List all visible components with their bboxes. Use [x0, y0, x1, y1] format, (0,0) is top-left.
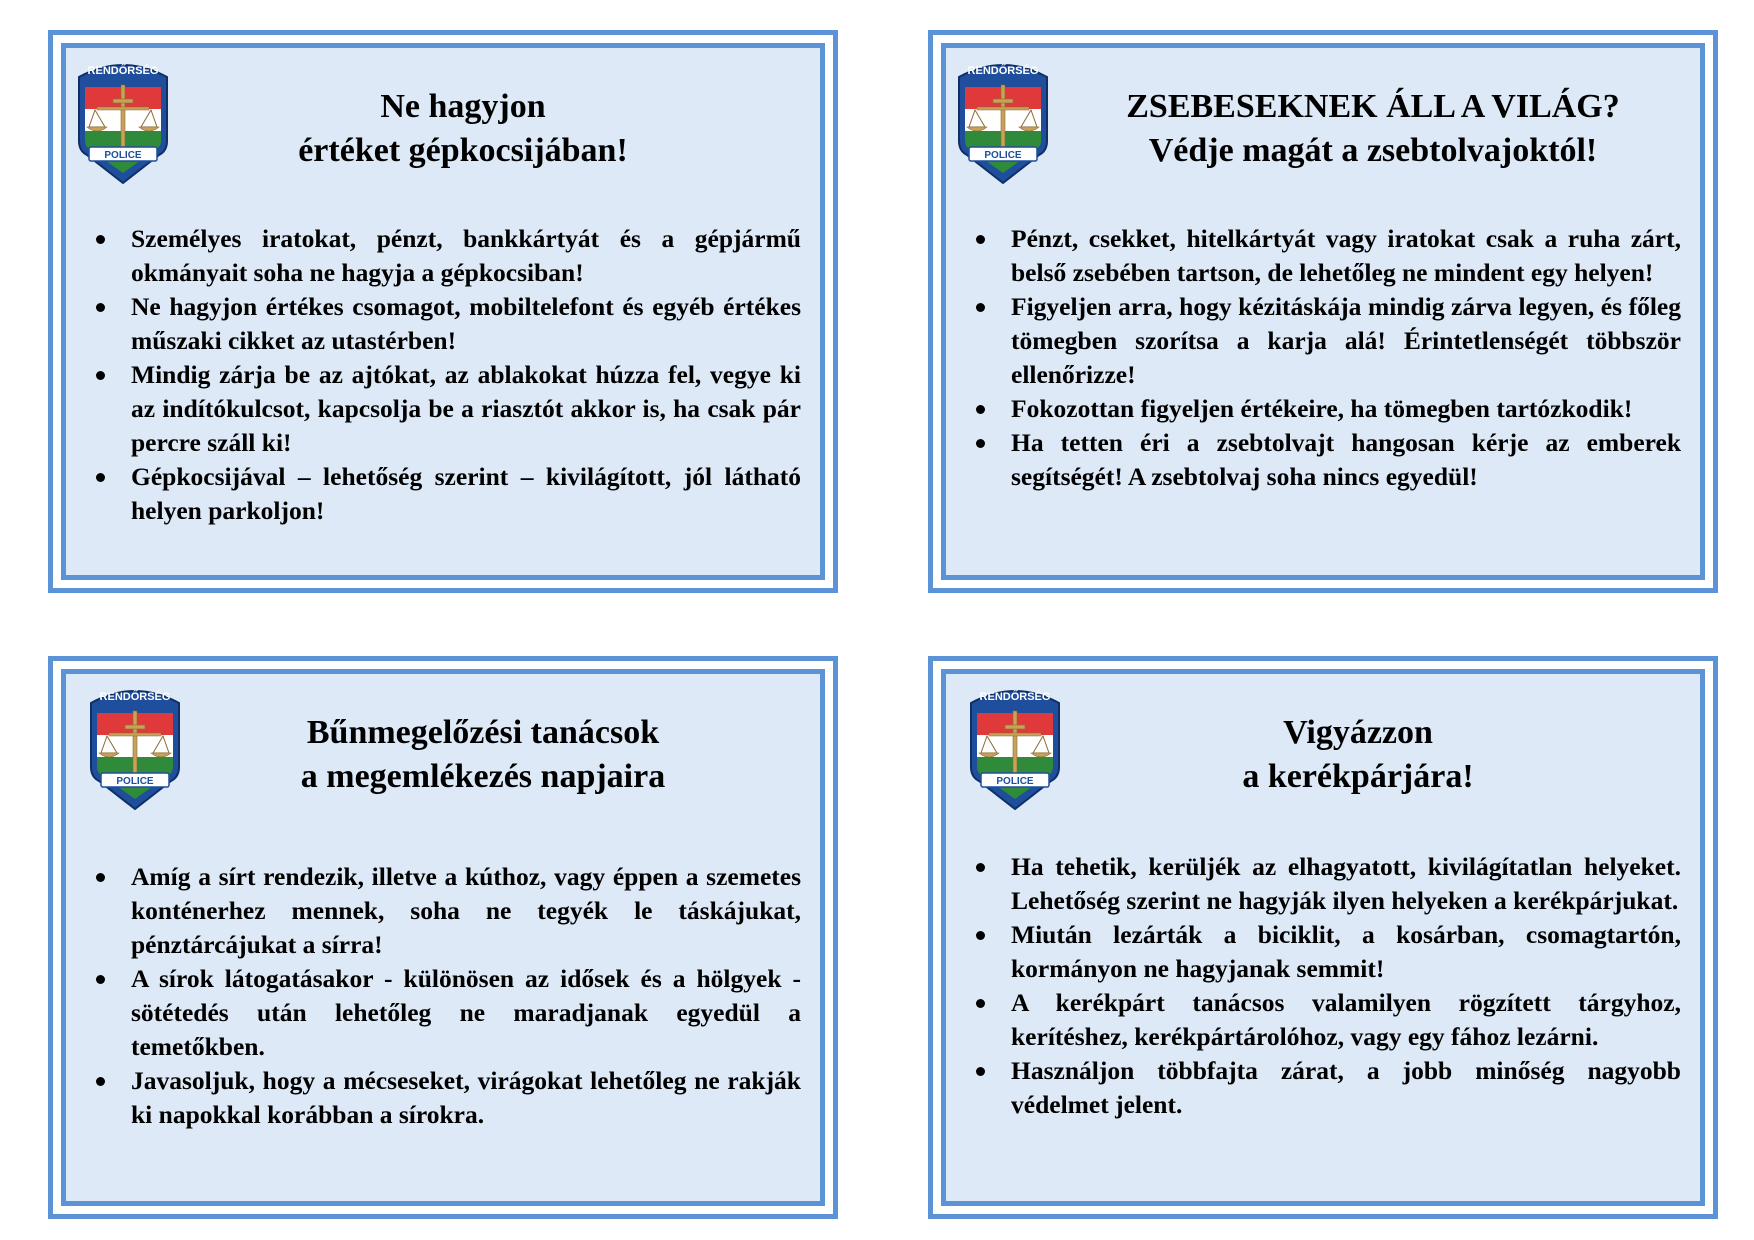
tip-item: Ha tehetik, kerüljék az elhagyatott, kivilágítatlan helyeket. Lehetőség szerint ne hagyják ilyen helyeken a kerékpárjukat. — [1011, 850, 1681, 918]
badge-bottom-text: POLICE — [104, 150, 142, 161]
police-badge-logo — [73, 55, 173, 185]
tip-item: Gépkocsijával – lehetőség szerint – kivilágított, jól látható helyen parkoljon! — [131, 460, 801, 528]
card-title — [213, 711, 753, 799]
tips-list — [973, 222, 1681, 494]
card-title — [1063, 85, 1683, 173]
tip-item: Ne hagyjon értékes csomagot, mobiltelefont és egyéb értékes műszaki cikket az utastérben! — [131, 290, 801, 358]
crime-tip-card-cemetery — [48, 656, 838, 1219]
card-title-line2: a kerékpárjára! — [1242, 758, 1474, 795]
tip-item: Fokozottan figyeljen értékeire, ha tömegben tartózkodik! — [1011, 392, 1681, 426]
crime-tip-card-bicycle — [928, 656, 1718, 1219]
tip-item: Pénzt, csekket, hitelkártyát vagy iratokat csak a ruha zárt, belső zsebében tartson, de lehetőleg ne mindent egy helyen! — [1011, 222, 1681, 290]
badge-top-text: RENDŐRSÉG — [87, 65, 159, 77]
tip-item: Amíg a sírt rendezik, illetve a kúthoz, vagy éppen a szemetes konténerhez mennek, soha ne tegyék le táskájukat, pénztárcájukat a sírra! — [131, 860, 801, 962]
tips-list — [973, 850, 1681, 1122]
tip-item: Mindig zárja be az ajtókat, az ablakokat húzza fel, vegye ki az indítókulcsot, kapcsolja be a riasztót akkor is, ha csak pár percre száll ki! — [131, 358, 801, 460]
tips-list — [93, 222, 801, 528]
tip-item: Javasoljuk, hogy a mécseseket, virágokat lehetőleg ne rakják ki napokkal korábban a sírokra. — [131, 1064, 801, 1132]
badge-bottom-text: POLICE — [996, 776, 1034, 787]
tip-item: Ha tetten éri a zsebtolvajt hangosan kérje az emberek segítségét! A zsebtolvaj soha nincs egyedül! — [1011, 426, 1681, 494]
tip-item: Miután lezárták a biciklit, a kosárban, csomagtartón, kormányon ne hagyjanak semmit! — [1011, 918, 1681, 986]
police-badge-logo — [965, 681, 1065, 811]
card-title-line1: Bűnmegelőzési tanácsok — [306, 714, 660, 751]
card-title-line2: értéket gépkocsijában! — [298, 132, 628, 169]
tip-item: A sírok látogatásakor - különösen az idősek és a hölgyek - sötétedés után lehetőleg ne maradjanak egyedül a temetőkben. — [131, 962, 801, 1064]
police-badge-logo — [953, 55, 1053, 185]
card-title-line1: Vigyázzon — [1283, 714, 1433, 751]
police-badge-logo — [85, 681, 185, 811]
tips-list — [93, 860, 801, 1132]
card-title-line2: Védje magát a zsebtolvajoktól! — [1148, 132, 1598, 169]
tip-item: A kerékpárt tanácsos valamilyen rögzített tárgyhoz, kerítéshez, kerékpártárolóhoz, vagy egy fához lezárni. — [1011, 986, 1681, 1054]
badge-top-text: RENDŐRSÉG — [99, 691, 171, 703]
tip-item: Személyes iratokat, pénzt, bankkártyát és a gépjármű okmányait soha ne hagyja a gépkocsiban! — [131, 222, 801, 290]
badge-top-text: RENDŐRSÉG — [979, 691, 1051, 703]
crime-tip-card-pickpocket — [928, 30, 1718, 593]
card-title-line1: Ne hagyjon — [380, 88, 546, 125]
tip-item: Figyeljen arra, hogy kézitáskája mindig zárva legyen, és főleg tömegben szorítsa a karja alá! Érintetlenségét többször ellenőrizze! — [1011, 290, 1681, 392]
card-title-line1: ZSEBESEKNEK ÁLL A VILÁG? — [1126, 88, 1620, 125]
tip-item: Használjon többfajta zárat, a jobb minőség nagyobb védelmet jelent. — [1011, 1054, 1681, 1122]
card-title-line2: a megemlékezés napjaira — [300, 758, 666, 795]
badge-bottom-text: POLICE — [116, 776, 154, 787]
badge-bottom-text: POLICE — [984, 150, 1022, 161]
crime-tip-card-car — [48, 30, 838, 593]
card-title — [1133, 711, 1583, 799]
badge-top-text: RENDŐRSÉG — [967, 65, 1039, 77]
card-title — [203, 85, 723, 173]
